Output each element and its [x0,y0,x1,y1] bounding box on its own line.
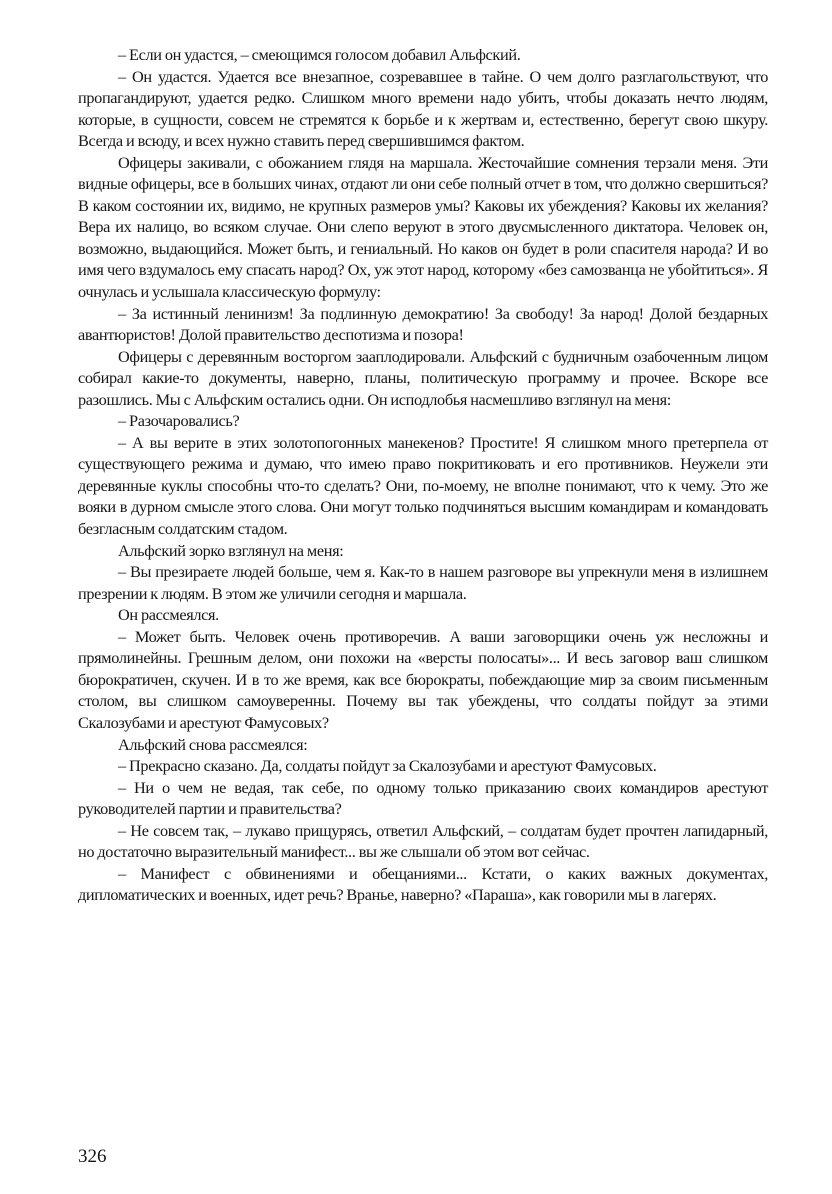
paragraph: – Разочаровались? [118,411,240,431]
paragraph: – А вы верите в этих золотопогонных манекенов? Простите! Я слишком много претерпела от существующего режима и думаю, что имею право покритиковать и его противников. Неужели эти деревянные куклы способны что-то сделать? Они, по-моему, не вполне понимают, что к чему. Это же вояки в дурном смысле этого слова. Они могут только подчиняться высшим командирам и командовать безгласным солдатским стадом. [78,432,768,539]
page-number: 326 [78,1146,107,1167]
paragraph: – Прекрасно сказано. Да, солдаты пойдут за Скалозубами и арестуют Фамусовых. [118,756,657,776]
paragraph: Офицеры закивали, с обожанием глядя на маршала. Жесточайшие сомнения терзали меня. Эти видные офицеры, все в больших чинах, отдают ли они себе полный отчет в том, что должно свершиться? В каком состоянии их, видимо, не крупных размеров умы? Каковы их убеждения? Каковы их желания? Вера их налицо, во всяком случае. Они слепо веруют в этого двусмысленного диктатора. Человек он, возможно, выдающийся. Может быть, и гениальный. Но каков он будет в роли спасителя народа? И во имя чего вздумалось ему спасать народ? Ох, уж этот народ, которому «без самозванца не убойтиться». Я очнулась и услышала классическую формулу: [78,152,768,302]
paragraph: – Может быть. Человек очень противоречив. А ваши заговорщики очень уж несложны и прямолинейны. Грешным делом, они похожи на «версты полосаты»... И весь заговор ваш слишком бюрократичен, скучен. И в то же время, как все бюрократы, побеждающие мир за своим письменным столом, вы слишком самоуверенны. Почему вы так убеждены, что солдаты пойдут за этими Скалозубами и арестуют Фамусовых? [78,626,768,732]
paragraph: – Он удастся. Удается все внезапное, созревавшее в тайне. О чем долго разглагольствуют, что пропагандируют, удается редко. Слишком много времени надо убить, чтобы доказать нечто людям, которые, в сущности, совсем не стремятся к борьбе и к жертвам и, естественно, берегут свою шкуру. Всегда и всюду, и всех нужно ставить перед свершившимся фактом. [78,66,768,151]
paragraph: Альфский снова рассмеялся: [118,734,308,754]
paragraph: – Если он удастся, – смеющимся голосом добавил Альфский. [118,45,521,64]
paragraph: – Манифест с обвинениями и обещаниями... Кстати, о каких важных документах, дипломатических и военных, идет речь? Вранье, наверно? «Параша», как говорили мы в лагерях. [78,863,768,905]
paragraph: Он рассмеялся. [118,605,219,625]
paragraph: – Не совсем так, – лукаво прищурясь, ответил Альфский, – солдатам будет прочтен лапидарный, но достаточно выразительный манифест... вы же слышали об этом вот сейчас. [78,820,768,862]
paragraph: – Ни о чем не ведая, так себе, по одному только приказанию своих командиров арестуют руководителей партии и правительства? [78,777,768,819]
paragraph: Офицеры с деревянным восторгом зааплодировали. Альфский с будничным озабоченным лицом собирал какие-то документы, наверно, планы, политическую программу и прочее. Вскоре все разошлись. Мы с Альфским остались одни. Он исподлобья насмешливо взглянул на меня: [78,346,768,409]
body-text [78,44,768,906]
paragraph: Альфский зорко взглянул на меня: [118,540,344,560]
paragraph: – Вы презираете людей больше, чем я. Как-то в нашем разговоре вы упрекнули меня в излишнем презрении к людям. В этом же уличили сегодня и маршала. [78,562,768,603]
book-page [78,44,768,1167]
paragraph: – За истинный ленинизм! За подлинную демократию! За свободу! За народ! Долой бездарных авантюристов! Долой правительство деспотизма и позора! [78,303,768,345]
